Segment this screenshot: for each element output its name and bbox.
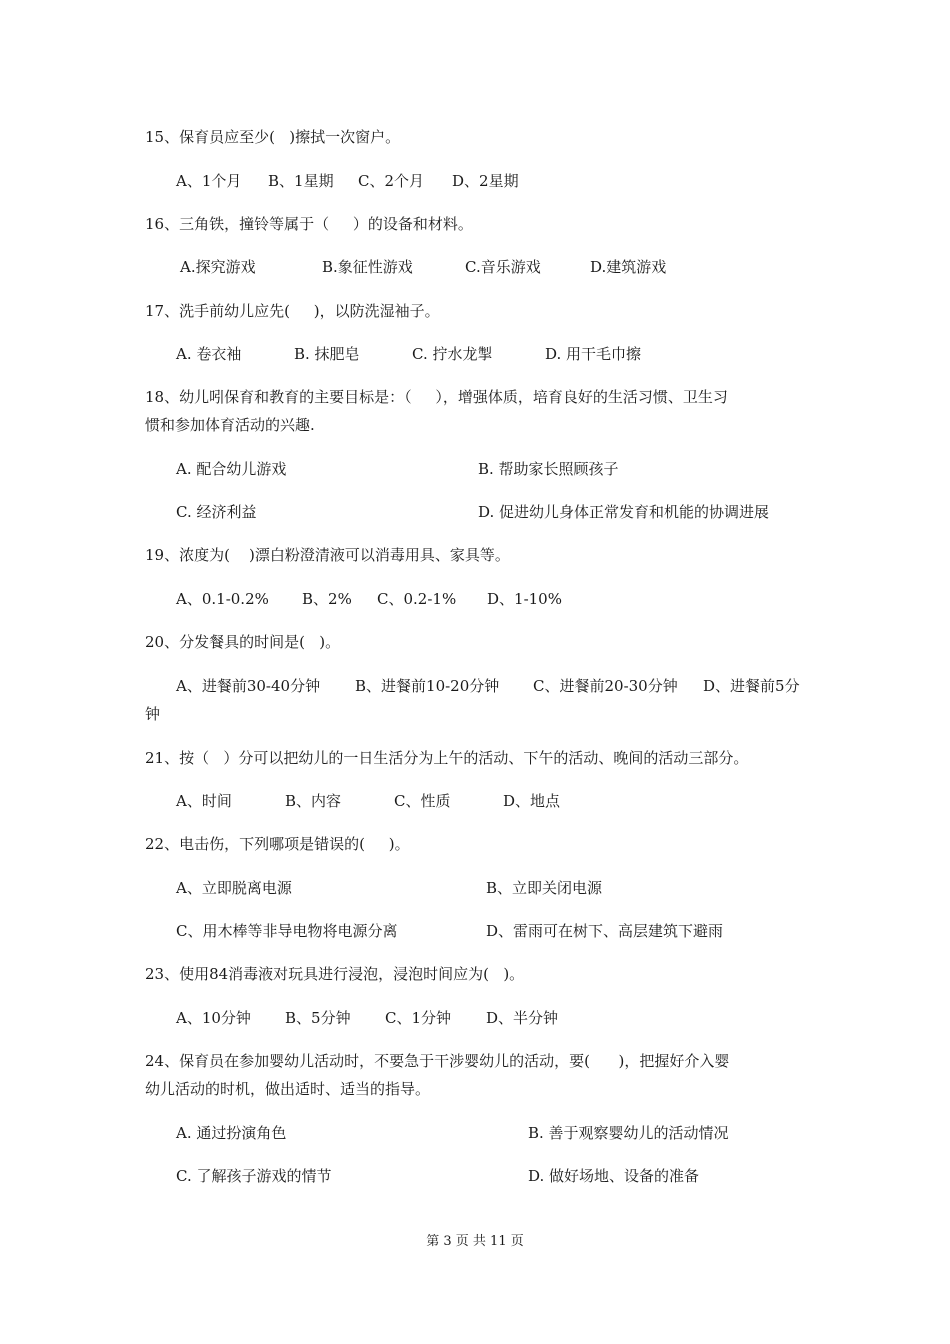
question-19-option-c: C、0.2-1% [377, 590, 457, 608]
question-17-option-b: B. 抹肥皂 [294, 345, 360, 363]
question-24-option-a: A. 通过扮演角色 [176, 1124, 287, 1142]
question-23-option-c: C、1分钟 [385, 1009, 452, 1027]
question-21-option-b: B、内容 [285, 792, 342, 810]
question-21-stem: 21、按（ ）分可以把幼儿的一日生活分为上午的活动、下午的活动、晚间的活动三部分。 [145, 749, 749, 767]
question-15-option-a: A、1个月 [176, 172, 242, 190]
page-number-footer: 第 3 页 共 11 页 [426, 1234, 524, 1249]
question-16-option-a: A.探究游戏 [180, 258, 256, 276]
question-22-option-a: A、立即脱离电源 [176, 879, 292, 897]
question-21-option-d: D、地点 [503, 792, 561, 810]
question-21-option-c: C、性质 [394, 792, 451, 810]
question-17-option-a: A. 卷衣袖 [176, 345, 242, 363]
question-15-option-d: D、2星期 [452, 172, 519, 190]
question-16-option-d: D.建筑游戏 [590, 258, 667, 276]
question-20-option-c: C、进餐前20-30分钟 [533, 677, 678, 695]
question-23-stem: 23、使用84消毒液对玩具进行浸泡，浸泡时间应为( )。 [145, 965, 525, 983]
question-22-stem: 22、电击伤，下列哪项是错误的( )。 [145, 835, 410, 853]
question-15-option-c: C、2个月 [358, 172, 425, 190]
question-23-option-d: D、半分钟 [486, 1009, 559, 1027]
question-16-option-b: B.象征性游戏 [322, 258, 413, 276]
question-19-option-a: A、0.1-0.2% [176, 590, 269, 608]
question-23-option-a: A、10分钟 [176, 1009, 251, 1027]
question-23-option-b: B、5分钟 [285, 1009, 351, 1027]
question-24-option-d: D. 做好场地、设备的准备 [528, 1167, 700, 1185]
question-24-stem-line-1: 24、保育员在参加婴幼儿活动时，不要急于干涉婴幼儿的活动，要( )，把握好介入婴 [145, 1052, 730, 1070]
question-22-option-b: B、立即关闭电源 [486, 879, 603, 897]
question-21-option-a: A、时间 [176, 792, 232, 810]
question-19-option-b: B、2% [302, 590, 352, 608]
question-17-stem: 17、洗手前幼儿应先( )，以防洗湿袖子。 [145, 302, 440, 320]
question-15-option-b: B、1星期 [268, 172, 334, 190]
question-20-stem: 20、分发餐具的时间是( )。 [145, 633, 341, 651]
question-18-stem-line-1: 18、幼儿吲保育和教育的主要目标是：（ ），增强体质，培育良好的生活习惯、卫生习 [145, 388, 728, 406]
question-17-option-c: C. 拧水龙掣 [412, 345, 493, 363]
question-22-option-c: C、用木棒等非导电物将电源分离 [176, 922, 398, 940]
question-17-option-d: D. 用干毛巾擦 [545, 345, 642, 363]
question-24-option-c: C. 了解孩子游戏的情节 [176, 1167, 332, 1185]
question-22-option-d: D、雷雨可在树下、高层建筑下避雨 [486, 922, 724, 940]
question-18-option-c: C. 经济利益 [176, 503, 257, 521]
question-24-option-b: B. 善于观察婴幼儿的活动情况 [528, 1124, 729, 1142]
question-18-option-d: D. 促进幼儿身体正常发育和机能的协调进展 [478, 503, 770, 521]
question-18-option-b: B. 帮助家长照顾孩子 [478, 460, 619, 478]
question-24-stem-line-2: 幼儿活动的时机，做出适时、适当的指导。 [145, 1080, 431, 1098]
question-20-option-a: A、进餐前30-40分钟 [176, 677, 321, 695]
question-15-stem: 15、保育员应至少( )擦拭一次窗户。 [145, 128, 401, 146]
question-18-option-a: A. 配合幼儿游戏 [176, 460, 287, 478]
question-18-stem-line-2: 惯和参加体育活动的兴趣. [145, 416, 315, 434]
question-20-option-d-wrap: 钟 [145, 705, 161, 723]
question-20-option-d: D、进餐前5分 [703, 677, 800, 695]
question-16-stem: 16、三角铁，撞铃等属于（ ）的设备和材料。 [145, 215, 473, 233]
question-19-option-d: D、1-10% [487, 590, 562, 608]
question-16-option-c: C.音乐游戏 [465, 258, 541, 276]
question-20-option-b: B、进餐前10-20分钟 [355, 677, 500, 695]
question-19-stem: 19、浓度为( )漂白粉澄清液可以消毒用具、家具等。 [145, 546, 510, 564]
